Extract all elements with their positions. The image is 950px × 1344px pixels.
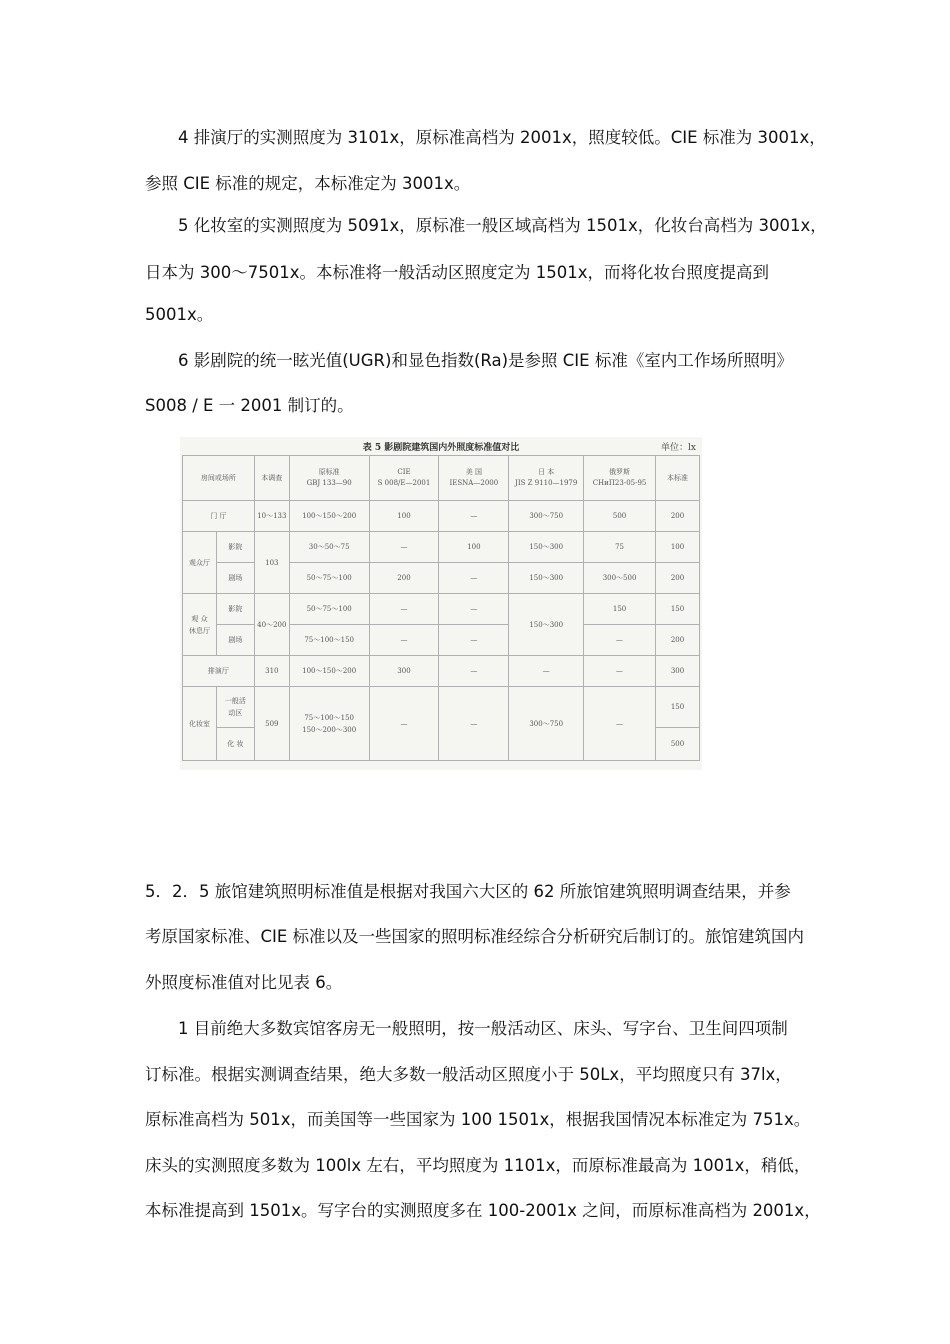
paragraph-line: 参照 CIE 标准的规定，本标准定为 3001x。 [145,174,471,193]
table-row: 剧场 75～100～150 — — — 200 [183,625,700,656]
header-survey: 本调查 [254,456,289,501]
paragraph-line: 原标准高档为 501x，而美国等一些国家为 100 1501x，根据我国情况本标准定为 751x。 [145,1110,811,1129]
paragraph-line: 本标准提高到 1501x。写字台的实测照度多在 100-2001x 之间，而原标准高档为 2001x， [145,1201,821,1220]
paragraph-line: S008 / E 一 2001 制订的。 [145,396,354,415]
paragraph-line: 订标准。根据实测调查结果，绝大多数一般活动区照度小于 50Lx，平均照度只有 37lx， [145,1065,792,1084]
table-row: 观众厅 影院 103 30～50～75 — 100 150～300 75 100 [183,532,700,563]
header-russia: 俄罗斯 СНиП23-05-95 [584,456,656,501]
table-title: 表 5 影剧院建筑国内外照度标准值对比 [362,443,520,453]
header-room: 房间或场所 [183,456,255,501]
header-usa: 美 国 IESNA—2000 [439,456,509,501]
illuminance-comparison-table [182,455,700,761]
paragraph-line: 4 排演厅的实测照度为 3101x，原标准高档为 2001x，照度较低。CIE 标准为 3001x， [178,128,826,147]
paragraph-line: 5．2．5 旅馆建筑照明标准值是根据对我国六大区的 62 所旅馆建筑照明调查结果，并参 [145,882,791,901]
paragraph-line: 考原国家标准、CIE 标准以及一些国家的照明标准经综合分析研究后制订的。旅馆建筑国内 [145,927,805,946]
table-row: 化妆室 一般活 动区 509 75～100～150 150～200～300 — — 300～750 — 150 [183,687,700,728]
header-cie: CIE S 008/E—2001 [369,456,439,501]
paragraph-line: 5 化妆室的实测照度为 5091x，原标准一般区域高档为 1501x，化妆台高档为 3001x， [178,216,827,235]
table-row: 化 妆 500 [183,728,700,761]
table-unit: 单位：lx [661,443,696,453]
paragraph-line: 6 影剧院的统一眩光值(UGR)和显色指数(Ra)是参照 CIE 标准《室内工作场所照明》 [178,351,793,370]
paragraph-line: 外照度标准值对比见表 6。 [145,973,343,992]
table-row: 观 众 休息厅 影院 40～200 50～75～100 — — 150～300 150 150 [183,594,700,625]
paragraph-line: 5001x。 [145,305,214,324]
paragraph-line: 床头的实测照度多数为 100lx 左右，平均照度为 1101x，而原标准最高为 1001x，稍低， [145,1156,811,1175]
table-row: 排演厅 310 100～150～200 300 — — — 300 [183,656,700,687]
header-japan: 日 本 JIS Z 9110—1979 [509,456,584,501]
table-row: 剧场 50～75～100 200 — 150～300 300～500 200 [183,563,700,594]
table-row: 门 厅 10～133 100～150～200 100 — 300～750 500 200 [183,501,700,532]
paragraph-line: 日本为 300～7501x。本标准将一般活动区照度定为 1501x，而将化妆台照度提高到 [145,263,769,282]
paragraph-line: 1 目前绝大多数宾馆客房无一般照明，按一般活动区、床头、写字台、卫生间四项制 [178,1019,788,1038]
table-figure [180,437,702,770]
header-orig: 原标准 GBJ 133—90 [289,456,369,501]
header-this-standard: 本标准 [656,456,700,501]
